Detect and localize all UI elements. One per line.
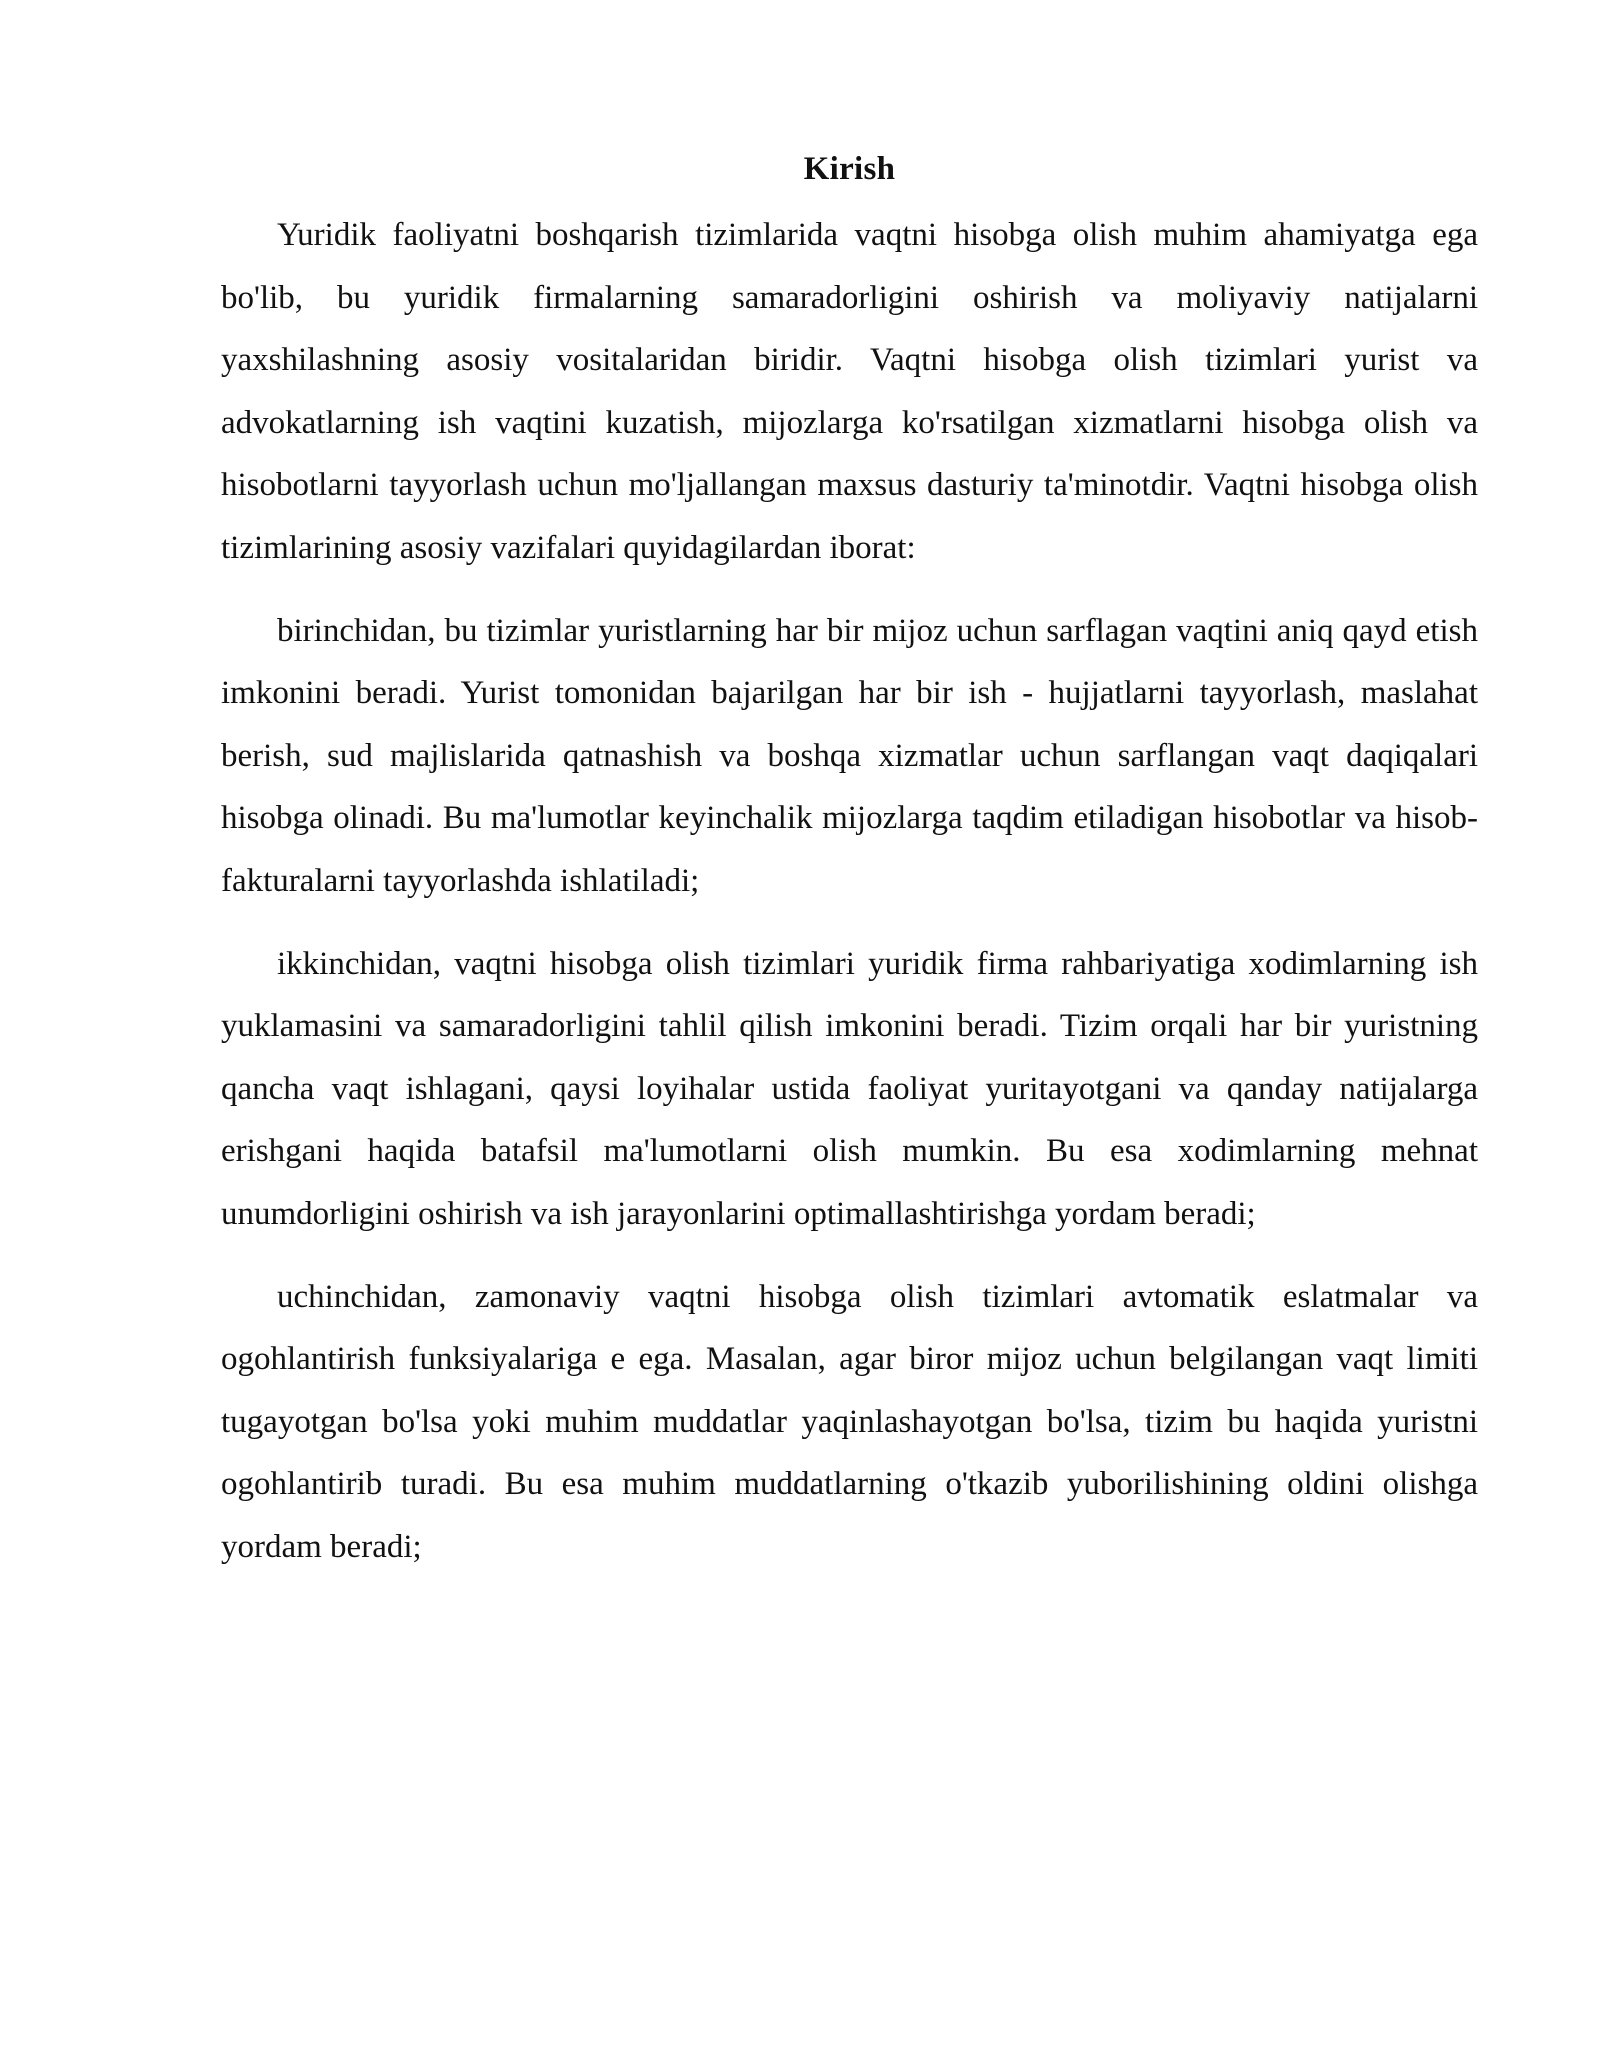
paragraph-intro: Yuridik faoliyatni boshqarish tizimlarida vaqtni hisobga olish muhim ahamiyatga ega bo'lib, bu yuridik firmalarning samaradorligini oshirish va moliyaviy natijalarni yaxshilashning asosiy vositalaridan biridir. Vaqtni hisobga olish tizimlari yurist va advokatlarning ish vaqtini kuzatish, mijozlarga ko'rsatilgan xizmatlarni hisobga olish va hisobotlarni tayyorlash uchun mo'ljallangan maxsus dasturiy ta'minotdir. Vaqtni hisobga olish tizimlarining asosiy vazifalari quyidagilardan iborat: bbox=[221, 217, 1478, 566]
page-title: Kirish bbox=[803, 151, 896, 187]
paragraph-second: ikkinchidan, vaqtni hisobga olish tizimlari yuridik firma rahbariyatiga xodimlarning ish yuklamasini va samaradorligini tahlil qilish imkonini beradi. Tizim orqali har bir yuristning qancha vaqt ishlagani, qaysi loyihalar ustida faoliyat yuritayotgani va qanday natijalarga erishgani haqida batafsil ma'lumotlarni olish mumkin. Bu esa xodimlarning mehnat unumdorligini oshirish va ish jarayonlarini optimallashtirishga yordam beradi; bbox=[221, 945, 1478, 1232]
document-body bbox=[221, 140, 1478, 1598]
paragraph-first: birinchidan, bu tizimlar yuristlarning har bir mijoz uchun sarflagan vaqtini aniq qayd etish imkonini beradi. Yurist tomonidan bajarilgan har bir ish - hujjatlarni tayyorlash, maslahat berish, sud majlislarida qatnashish va boshqa xizmatlar uchun sarflangan vaqt daqiqalari hisobga olinadi. Bu ma'lumotlar keyinchalik mijozlarga taqdim etiladigan hisobotlar va hisob-fakturalarni tayyorlashda ishlatiladi; bbox=[221, 612, 1478, 899]
paragraph-third: uchinchidan, zamonaviy vaqtni hisobga olish tizimlari avtomatik eslatmalar va ogohlantirish funksiyalariga e ega. Masalan, agar biror mijoz uchun belgilangan vaqt limiti tugayotgan bo'lsa yoki muhim muddatlar yaqinlashayotgan bo'lsa, tizim bu haqida yuristni ogohlantirib turadi. Bu esa muhim muddatlarning o'tkazib yuborilishining oldini olishga yordam beradi; bbox=[221, 1278, 1478, 1565]
